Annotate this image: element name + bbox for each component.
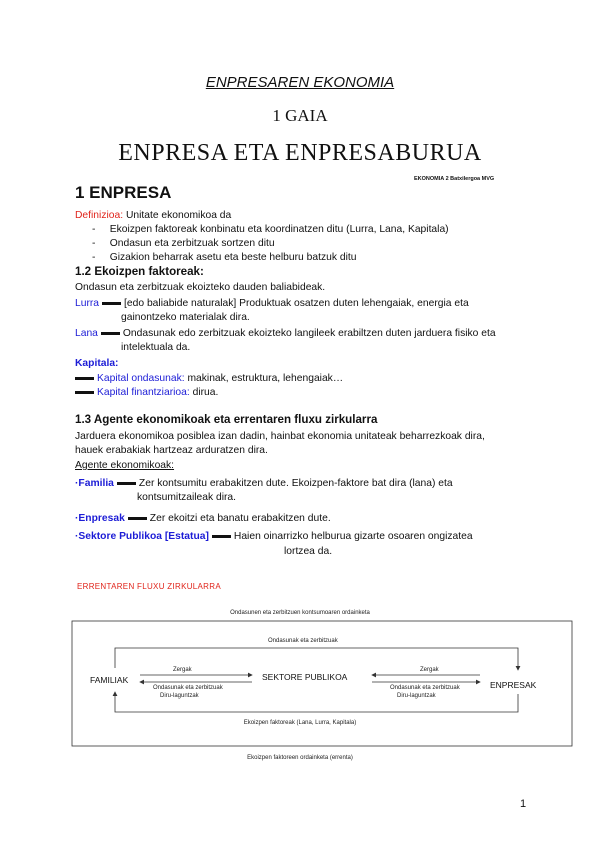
sektore-label: ·Sektore Publikoa [Estatua]	[75, 531, 209, 542]
diagram-zergak-right: Zergak	[420, 667, 439, 673]
page-number: 1	[520, 798, 527, 810]
diagram-right-under-2: Diru-laguntzak	[397, 693, 436, 699]
bullet-item: - Ondasun eta zerbitzuak sortzen ditu	[92, 238, 275, 249]
familia-label: ·Familia	[75, 478, 114, 489]
enpresak-label: ·Enpresak	[75, 513, 125, 524]
familia-line-2: kontsumitzaileak dira.	[137, 492, 237, 503]
diagram-node-enpresak: ENPRESAK	[490, 680, 537, 690]
diagram-bottom-inner-label: Ekoizpen faktoreak (Lana, Lurra, Kapitala)	[243, 720, 357, 726]
bullet-item: - Gizakion beharrak asetu eta beste helburu batzuk ditu	[92, 252, 357, 263]
sektore-line: ·Sektore Publikoa [Estatua] Haien oinarrizko helburua gizarte osoaren ongizatea	[75, 531, 473, 542]
section-heading-agents: 1.3 Agente ekonomikoak eta errentaren fluxu zirkularra	[75, 413, 378, 426]
lana-line-2: intelektuala da.	[121, 342, 191, 353]
lurra-line-2: gainontzeko materialak dira.	[121, 312, 250, 323]
diagram-node-sektore: SEKTORE PUBLIKOA	[262, 672, 348, 682]
diagram-left-under-2: Diru-laguntzak	[160, 693, 199, 699]
diagram-title: ERRENTAREN FLUXU ZIRKULARRA	[77, 582, 221, 591]
enpresak-line: ·Enpresak Zer ekoitzi eta banatu erabakitzen dute.	[75, 513, 331, 524]
definition-text: Unitate ekonomikoa da	[123, 210, 232, 221]
lurra-line: Lurra [edo baliabide naturalak] Produktuak osatzen duten lehengaiak, energia eta	[75, 298, 469, 309]
unit-number: 1 GAIA	[272, 106, 328, 125]
familia-line: ·Familia Zer kontsumitu erabakitzen dute. Ekoizpen-faktore bat dira (lana) eta	[75, 478, 453, 489]
side-note: EKONOMIA 2 Batxilergoa MVG	[414, 176, 495, 182]
kapitala-label: Kapitala:	[75, 358, 119, 369]
diagram-top-outer-label: Ondasunen eta zerbitzuen kontsumoaren ordainketa	[230, 610, 370, 616]
sektore-line-2: lortzea da.	[284, 546, 333, 557]
kapital-finantziarioa-line: Kapital finantziarioa: dirua.	[75, 386, 218, 400]
lana-line: Lana Ondasunak edo zerbitzuak ekoizteko langileek erabiltzen duten jarduera fisiko eta	[75, 328, 496, 339]
agents-intro-2: hauek erabakiak hartzeaz arduratzen dira.	[75, 445, 268, 456]
diagram-right-under-1: Ondasunak eta zerbitzuak	[390, 685, 460, 691]
diagram-zergak-left: Zergak	[173, 667, 192, 673]
section-heading-factors: 1.2 Ekoizpen faktoreak:	[75, 265, 204, 278]
diagram-bottom-outer-label: Ekoizpen faktoreen ordainketa (errenta)	[247, 755, 353, 761]
agents-subheading: Agente ekonomikoak:	[75, 460, 175, 471]
definition-label: Definizioa:	[75, 210, 124, 221]
factors-intro: Ondasun eta zerbitzuak ekoizteko dauden baliabideak.	[75, 282, 326, 293]
lana-label: Lana	[75, 328, 98, 339]
diagram-top-inner-label: Ondasunak eta zerbitzuak	[268, 638, 338, 644]
section-heading-enpresa: 1 ENPRESA	[75, 183, 172, 202]
unit-title: ENPRESA ETA ENPRESABURUA	[118, 140, 482, 166]
course-title: ENPRESAREN EKONOMIA	[205, 74, 395, 91]
diagram-left-under-1: Ondasunak eta zerbitzuak	[153, 685, 223, 691]
diagram-node-familiak: FAMILIAK	[90, 675, 129, 685]
bullet-item: - Ekoizpen faktoreak konbinatu eta koordinatzen ditu (Lurra, Lana, Kapitala)	[92, 224, 449, 235]
agents-intro-1: Jarduera ekonomikoa posiblea izan dadin, hainbat ekonomia unitateak beharrezkoak dira,	[75, 431, 485, 442]
lurra-label: Lurra	[75, 298, 100, 309]
kapital-ondasunak-line: Kapital ondasunak: makinak, estruktura, lehengaiak…	[75, 372, 343, 386]
